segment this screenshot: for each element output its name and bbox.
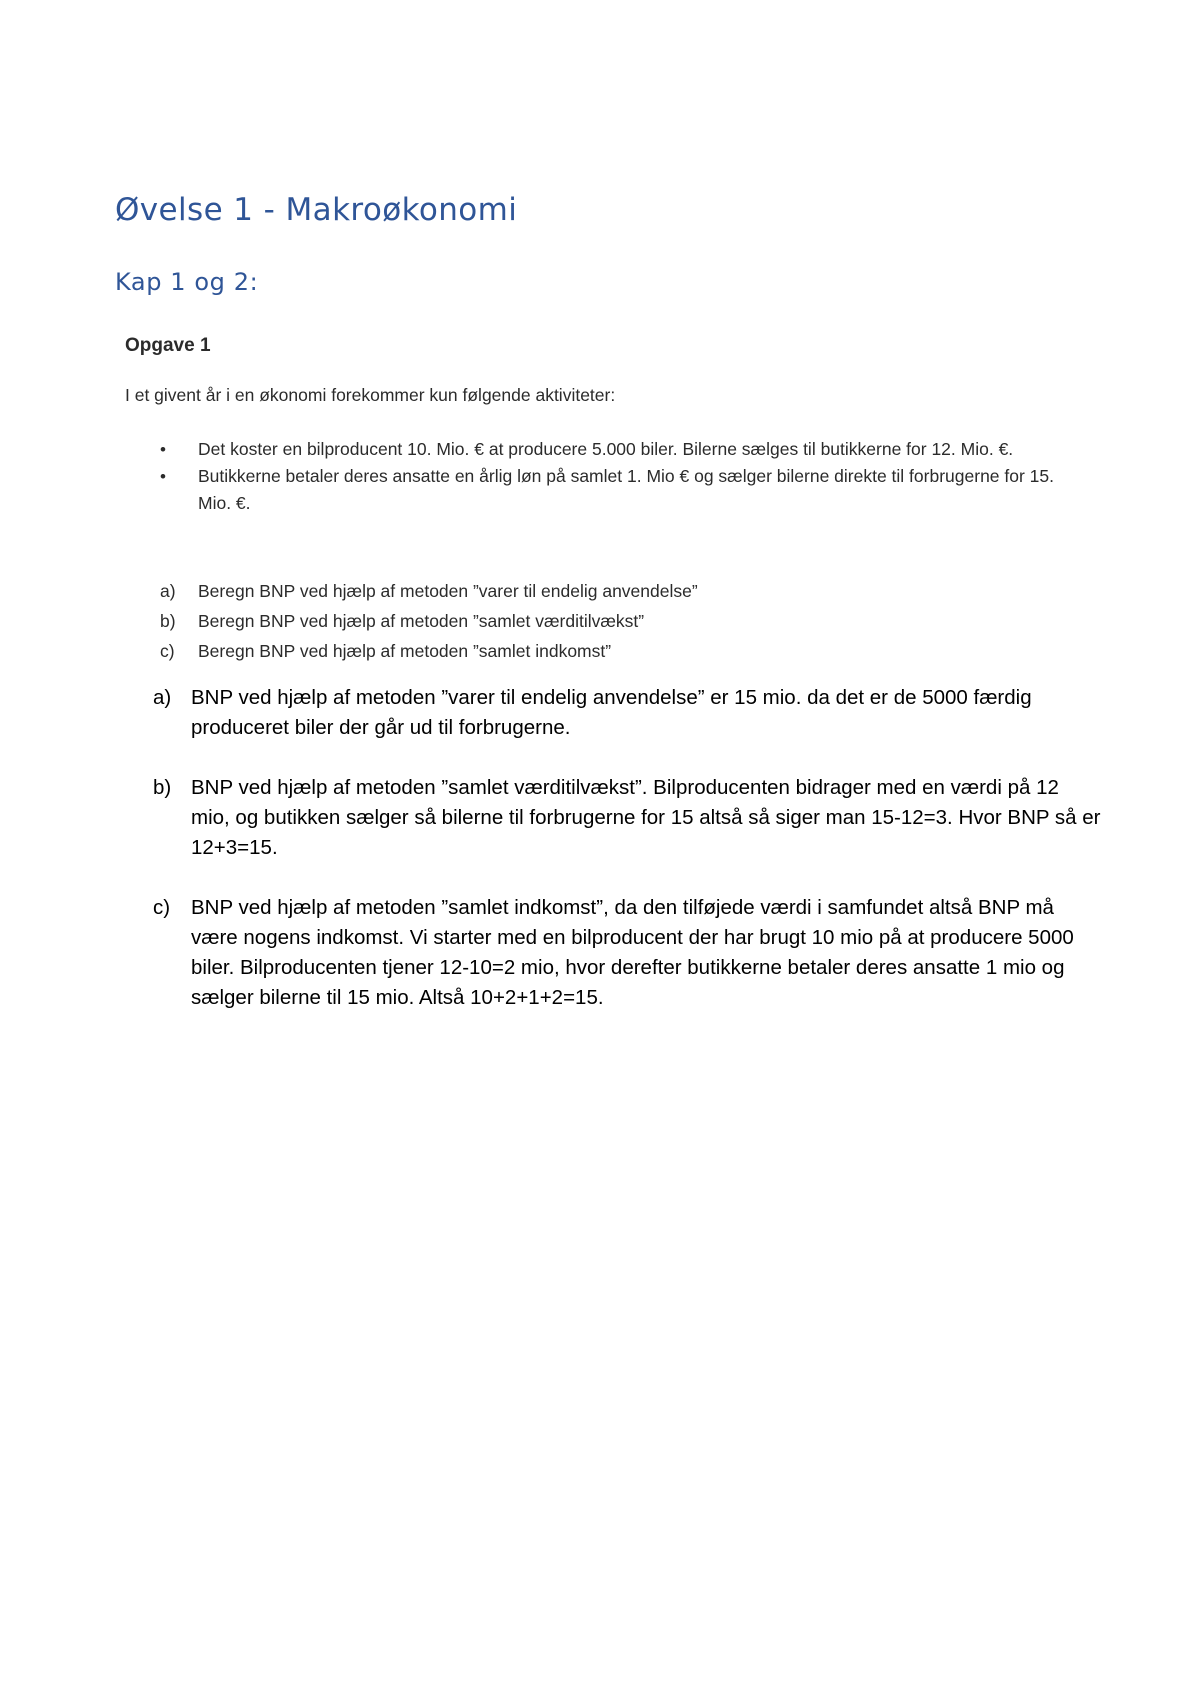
task-text: Beregn BNP ved hjælp af metoden ”samlet værditilvækst” (198, 611, 645, 631)
bullet-text: Det koster en bilproducent 10. Mio. € at producere 5.000 biler. Bilerne sælges til butikkerne for 12. Mio. €. (198, 439, 1014, 459)
assignment-bullet-list (160, 436, 1090, 517)
task-label: c) (160, 641, 175, 661)
task-label: b) (160, 611, 176, 631)
answer-label: a) (153, 686, 172, 709)
task-text: Beregn BNP ved hjælp af metoden ”samlet indkomst” (198, 641, 612, 661)
answer-item (153, 773, 1103, 863)
task-item (160, 576, 1090, 606)
answer-item (153, 683, 1103, 743)
bullet-text: Butikkerne betaler deres ansatte en årlig løn på samlet 1. Mio € og sælger bilerne direkte til forbrugerne for 15. Mio. €. (198, 466, 1055, 513)
bullet-icon: • (160, 467, 166, 486)
document-title: Øvelse 1 - Makroøkonomi (115, 192, 518, 228)
assignment-heading: Opgave 1 (125, 335, 211, 356)
task-text: Beregn BNP ved hjælp af metoden ”varer til endelig anvendelse” (198, 581, 698, 601)
task-label: a) (160, 581, 176, 601)
answer-label: b) (153, 776, 172, 799)
bullet-icon: • (160, 440, 166, 459)
assignment-task-list (160, 576, 1090, 666)
answer-item (153, 893, 1103, 1013)
document-subtitle: Kap 1 og 2: (115, 268, 259, 296)
answer-label: c) (153, 896, 171, 919)
task-item (160, 636, 1090, 666)
list-item (160, 436, 1090, 463)
assignment-intro: I et givent år i en økonomi forekommer kun følgende aktiviteter: (125, 385, 616, 405)
task-item (160, 606, 1090, 636)
answer-text: BNP ved hjælp af metoden ”samlet værditilvækst”. Bilproducenten bidrager med en værdi på 12 mio, og butikken sælger så bilerne til forbrugerne for 15 altså så siger man 15-12=3. Hvor BNP så er 12+3=15. (191, 776, 1101, 859)
answer-text: BNP ved hjælp af metoden ”samlet indkomst”, da den tilføjede værdi i samfundet altså BNP må være nogens indkomst. Vi starter med en bilproducent der har brugt 10 mio på at producere 5000 biler. Bilproducenten tjener 12-10=2 mio, hvor derefter butikkerne betaler deres ansatte 1 mio og sælger bilerne til 15 mio. Altså 10+2+1+2=15. (191, 896, 1074, 1009)
list-item (160, 463, 1090, 517)
answer-list (153, 683, 1103, 1043)
answer-text: BNP ved hjælp af metoden ”varer til endelig anvendelse” er 15 mio. da det er de 5000 færdig produceret biler der går ud til forbrugerne. (191, 686, 1032, 739)
